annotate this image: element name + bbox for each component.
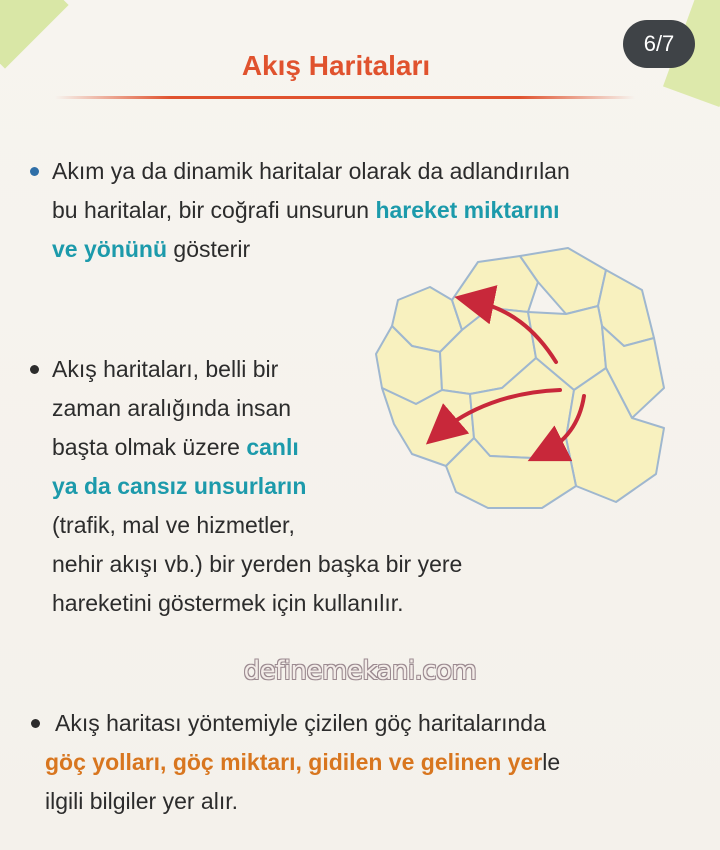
bullet-1-line-1: Akım ya da dinamik haritalar olarak da adlandırılan xyxy=(52,158,570,184)
bullet-2-text: başta olmak üzere xyxy=(52,434,247,460)
bullet-3 xyxy=(45,704,705,821)
watermark: definemekani.com xyxy=(243,656,477,686)
page-indicator-badge: 6/7 xyxy=(623,20,695,68)
bullet-1-text-2: gösterir xyxy=(167,236,251,262)
bullet-3-text: le xyxy=(542,749,561,775)
bullet-2-line-7: hareketini göstermek için kullanılır. xyxy=(52,590,404,616)
bullet-1-highlight-2: ve yönünü xyxy=(52,236,168,262)
bullet-2-line-2: zaman aralığında insan xyxy=(52,395,292,421)
slide-title: Akış Haritaları xyxy=(241,50,431,81)
bullet-2-line-3 xyxy=(52,428,612,467)
bullet-dot-icon xyxy=(30,167,39,176)
bullet-2 xyxy=(52,350,612,623)
bullet-dot-icon xyxy=(30,365,39,374)
bullet-2-highlight: canlı xyxy=(246,434,299,460)
bullet-3-line-2 xyxy=(45,743,705,782)
bullet-dot-icon xyxy=(31,719,40,728)
bullet-1-text: bu haritalar, bir coğrafi unsurun xyxy=(52,197,376,223)
bullet-2-line-4: ya da cansız unsurların xyxy=(52,473,307,499)
bullet-2-line-5: (trafik, mal ve hizmetler, xyxy=(52,512,295,538)
bullet-3-line-1: Akış haritası yöntemiyle çizilen göç haritalarında xyxy=(55,710,546,736)
bullet-2-line-1: Akış haritaları, belli bir xyxy=(52,356,279,382)
bullet-3-line-3: ilgili bilgiler yer alır. xyxy=(45,788,239,814)
bullet-1-highlight: hareket miktarını xyxy=(375,197,560,223)
bullet-2-line-6: nehir akışı vb.) bir yerden başka bir yere xyxy=(52,551,463,577)
title-underline xyxy=(55,96,635,99)
bullet-3-highlight: göç yolları, göç miktarı, gidilen ve gelinen yer xyxy=(45,749,543,775)
bullet-1-line-2 xyxy=(52,191,702,230)
